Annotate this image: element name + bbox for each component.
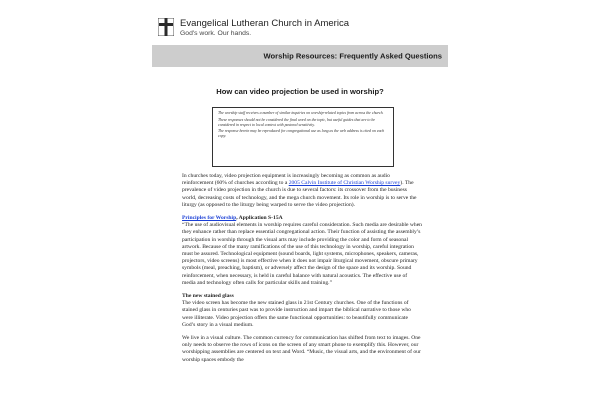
section-heading-stained-glass: The new stained glass <box>182 293 234 300</box>
calvin-survey-link[interactable]: 2005 Calvin Institute of Christian Worship survey <box>288 180 401 187</box>
body-text <box>182 173 422 370</box>
visual-culture-paragraph: We live in a visual culture. The common currency for communication has shifted from text to images. One only needs to observe the rows of icons on the screen of any smart phone to exemplify this. However, our worshipping assemblies are centered on text and Word. “Music, the visual arts, and the environment of our worship spaces embody the <box>182 335 421 363</box>
banner-title: Worship Resources: Frequently Asked Questions <box>263 51 442 61</box>
disclaimer-box <box>212 107 394 167</box>
elca-cross-icon <box>158 18 174 36</box>
intro-text-start: In churches today, video projection equipment is increasingly becoming as common as audio reinforcement (60% of churches according to a <box>182 173 390 187</box>
disclaimer-line: The response herein may be reproduced for congregational use as long as the web address is cited on each copy. <box>218 129 385 139</box>
principles-paragraph <box>182 215 422 287</box>
stained-glass-text: The video screen has become the new stained glass in 21st Century churches. One of the functions of stained glass in centuries past was to provide instruction and impart the biblical narrative to those who were illiterate. Video projection offers the same functional opportunities: to beautifully communicate God’s story in a visual medium. <box>182 300 411 328</box>
stained-glass-section <box>182 293 422 329</box>
disclaimer-line: These responses should not be considered the final word on the topic, but useful guides that are to be considered in respect to local context with pastoral sensitivity. <box>218 117 376 127</box>
principles-for-worship-link[interactable]: Principles for Worship <box>182 215 237 222</box>
document-page <box>152 12 448 363</box>
org-tagline: God's work. Our hands. <box>180 30 252 37</box>
header-banner <box>152 45 448 67</box>
header-logo-bar <box>152 12 448 42</box>
page-title: How can video projection be used in worship? <box>216 87 384 96</box>
disclaimer-line: The worship staff receives a number of similar inquiries on worship-related topics from across the church. <box>218 111 384 115</box>
principles-quote: “The use of audiovisual elements in worship requires careful consideration. Such media are desirable when they enhance rather than replace essential congregational action. Their function of assisting the assembly’s participation in worship through the visual arts may include providing the color and form of seasonal artwork. Because of the many ramifications of the use of this technology in worship, careful integration must be assured. Technological equipment (sound boards, light systems, microphones, speakers, cameras, projectors, video screens) is most effective when it does not impair liturgical movement, obscure primary symbols (meal, preaching, baptism), or adversely affect the design of the space and its worship. Sound reinforcement, when necessary, is held in careful balance with natural acoustics. The effective use of media and technology often calls for particular skills and training.” <box>182 222 422 286</box>
principles-application: , Application S-15A <box>236 215 283 222</box>
intro-paragraph <box>182 173 422 209</box>
org-name: Evangelical Lutheran Church in America <box>180 18 349 29</box>
intro-text-end: ). The prevalence of video projection in the church is due to several factors: its crossover from the business world, decreasing costs of technology, and the mega church movement. Its role in worship is to serve the liturgy (as opposed to the liturgy being warped to serve the video projection). <box>182 180 417 208</box>
